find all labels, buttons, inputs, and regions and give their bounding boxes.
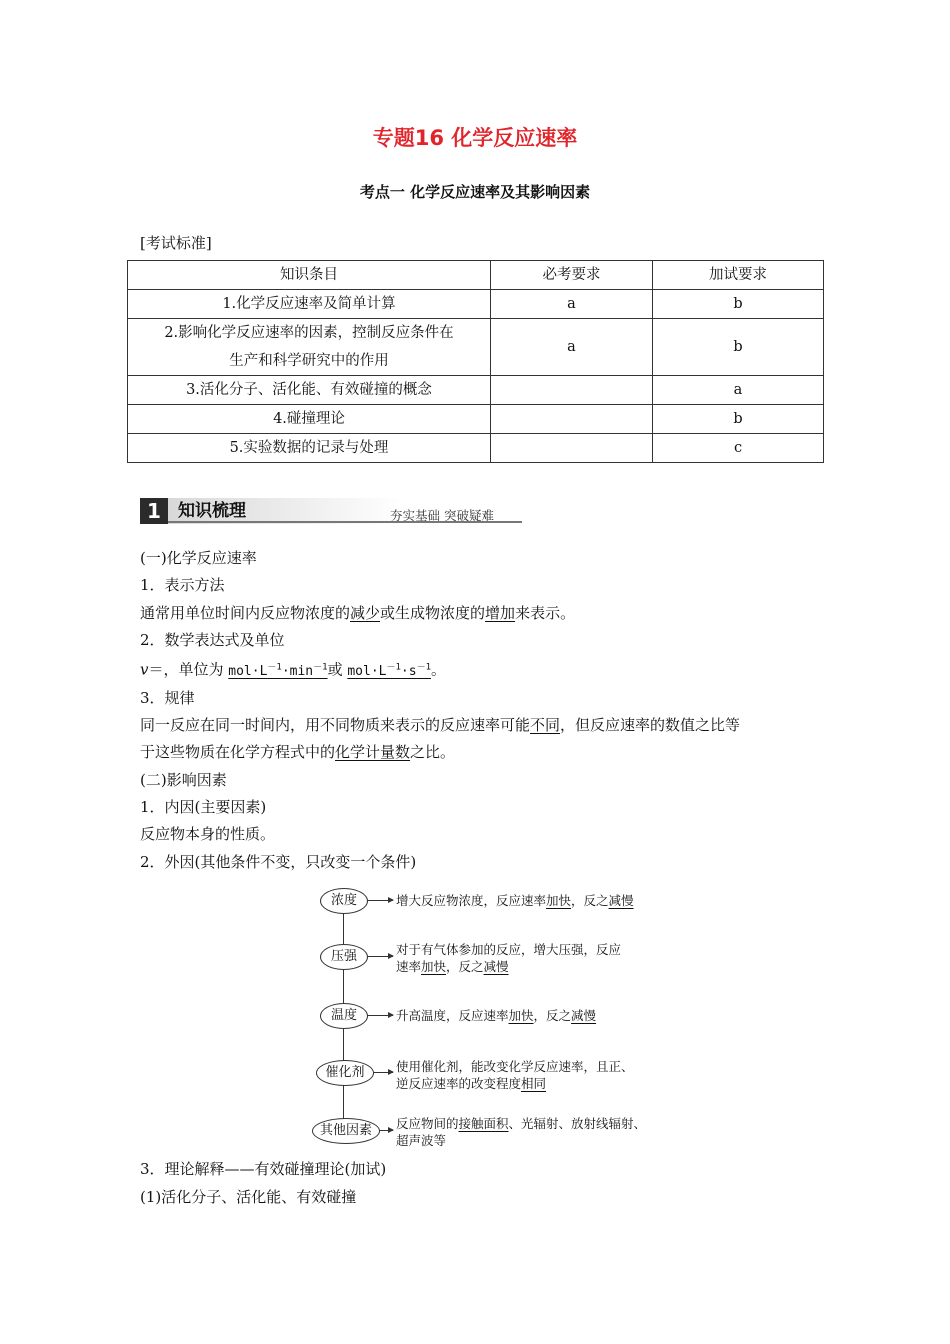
sub-heading: 3．规律 — [140, 688, 195, 707]
unit-part: mol·L — [347, 663, 387, 679]
formula-line — [140, 654, 830, 685]
text-span: 逆反应速率的改变程度 — [396, 1076, 522, 1091]
answer-blank: 减慢 — [608, 893, 634, 908]
answer-blank: 加快 — [421, 959, 447, 974]
table-cell-line: 生产和科学研究中的作用 — [229, 353, 389, 369]
arrow — [367, 956, 393, 957]
table-cell — [491, 405, 653, 434]
table-cell — [491, 434, 653, 463]
knowledge-content — [140, 545, 830, 876]
answer-blank: 不同 — [530, 716, 561, 735]
text-span: ，但反应速率的数值之比等 — [560, 716, 741, 735]
text-span: ，反之 — [571, 893, 609, 908]
table-cell: b — [653, 290, 824, 319]
text-line: 对于有气体参加的反应，增大压强，反应 — [396, 942, 622, 957]
text-span: 、光辐射、放射线辐射、 — [508, 1116, 647, 1131]
sub-heading: (1)活化分子、活化能、有效碰撞 — [140, 1188, 357, 1206]
text-line — [396, 1075, 634, 1092]
table-cell: a — [491, 290, 653, 319]
text-span: 通常用单位时间内反应物浓度的 — [140, 603, 351, 622]
section-heading: (二)影响因素 — [140, 770, 227, 789]
sub-heading: 3．理论解释——有效碰撞理论(加试) — [140, 1160, 387, 1178]
text-span: 于这些物质在化学方程式中的 — [140, 743, 336, 762]
table-row — [128, 376, 824, 405]
unit-answer — [228, 664, 327, 679]
factor-node-concentration: 浓度 — [320, 888, 368, 914]
factor-desc-concentration — [396, 892, 634, 909]
arrow — [367, 1015, 393, 1016]
paragraph — [140, 739, 830, 766]
text-span: ，反之 — [446, 959, 484, 974]
factor-node-temperature: 温度 — [320, 1003, 368, 1029]
unit-exponent: －1 — [267, 662, 282, 673]
factor-desc-temperature — [396, 1007, 596, 1024]
theory-section — [140, 1155, 386, 1211]
table-cell: c — [653, 434, 824, 463]
table-header: 知识条目 — [128, 261, 491, 290]
text-span: 之比。 — [410, 743, 456, 762]
table-cell — [128, 319, 491, 376]
text-span: 反应物间的 — [396, 1116, 459, 1131]
banner-label: 知识梳理 — [168, 498, 404, 524]
paragraph: 反应物本身的性质。 — [140, 825, 276, 844]
standard-label: [考试标准] — [140, 234, 212, 252]
answer-blank: 化学计量数 — [335, 743, 411, 762]
answer-blank: 减慢 — [483, 959, 509, 974]
sub-heading: 2．数学表达式及单位 — [140, 630, 285, 649]
text-span: 。 — [430, 660, 446, 679]
text-span: 或生成物浓度的 — [380, 603, 486, 622]
text-line — [396, 1115, 646, 1132]
sub-heading: 2．外因(其他条件不变，只改变一个条件) — [140, 852, 417, 871]
text-span: 或 — [327, 660, 348, 679]
text-line: 使用催化剂，能改变化学反应速率，且正、 — [396, 1059, 634, 1074]
paragraph — [140, 712, 830, 739]
table-cell: 4.碰撞理论 — [128, 405, 491, 434]
table-cell: a — [653, 376, 824, 405]
table-row — [128, 290, 824, 319]
text-span: 速率 — [396, 959, 422, 974]
text-line: 超声波等 — [396, 1133, 447, 1148]
section-heading: (一)化学反应速率 — [140, 549, 257, 567]
table-header: 加试要求 — [653, 261, 824, 290]
unit-part: ·s — [400, 663, 417, 679]
exam-standard-table — [127, 260, 824, 463]
factor-desc-catalyst — [396, 1058, 634, 1092]
arrow — [367, 900, 393, 901]
velocity-symbol: v — [140, 660, 149, 679]
table-cell: b — [653, 319, 824, 376]
table-cell: a — [491, 319, 653, 376]
text-span: 升高温度，反应速率 — [396, 1008, 509, 1023]
paragraph — [140, 600, 830, 627]
unit-part: mol·L — [228, 663, 268, 679]
table-header-row — [128, 261, 824, 290]
sub-heading: 1．表示方法 — [140, 576, 225, 595]
section-subtitle: 考点一 化学反应速率及其影响因素 — [359, 183, 591, 201]
arrow — [379, 1130, 393, 1131]
table-cell: 1.化学反应速率及简单计算 — [128, 290, 491, 319]
sub-heading: 1．内因(主要因素) — [140, 798, 267, 816]
unit-part: ·min — [281, 663, 314, 679]
table-cell: 5.实验数据的记录与处理 — [128, 434, 491, 463]
table-row — [128, 405, 824, 434]
answer-blank: 减少 — [350, 603, 381, 622]
answer-blank: 加快 — [546, 893, 572, 908]
table-cell: 3.活化分子、活化能、有效碰撞的概念 — [128, 376, 491, 405]
unit-answer — [347, 664, 431, 679]
page-title: 专题16 化学反应速率 — [372, 126, 578, 150]
table-cell — [491, 376, 653, 405]
table-row — [128, 319, 824, 376]
answer-blank: 增加 — [485, 603, 516, 622]
answer-blank: 接触面积 — [458, 1116, 509, 1131]
answer-blank: 减慢 — [571, 1008, 597, 1023]
factor-node-pressure: 压强 — [320, 944, 368, 970]
table-row — [128, 434, 824, 463]
table-cell: b — [653, 405, 824, 434]
unit-exponent: －1 — [313, 662, 328, 673]
unit-exponent: －1 — [416, 662, 431, 673]
text-span: ，反之 — [533, 1008, 572, 1023]
banner-number: 1 — [140, 498, 168, 524]
text-span: 增大反应物浓度，反应速率 — [396, 893, 547, 908]
factor-desc-other — [396, 1115, 646, 1149]
banner-tagline: 夯实基础 突破疑难 — [390, 508, 494, 523]
text-line — [396, 958, 621, 975]
factors-diagram — [310, 884, 670, 1146]
answer-blank: 相同 — [521, 1076, 547, 1091]
text-span: 同一反应在同一时间内，用不同物质来表示的反应速率可能 — [140, 716, 531, 735]
unit-exponent: －1 — [386, 662, 401, 673]
factor-node-catalyst: 催化剂 — [316, 1060, 374, 1086]
arrow — [373, 1072, 393, 1073]
table-header: 必考要求 — [491, 261, 653, 290]
section-banner — [140, 498, 522, 526]
text-span: 来表示。 — [515, 603, 576, 622]
table-cell-line: 2.影响化学反应速率的因素，控制反应条件在 — [164, 325, 454, 341]
answer-blank: 加快 — [508, 1008, 534, 1023]
text-span: ＝，单位为 — [148, 660, 229, 679]
factor-node-other: 其他因素 — [312, 1118, 380, 1144]
factor-desc-pressure — [396, 941, 621, 975]
